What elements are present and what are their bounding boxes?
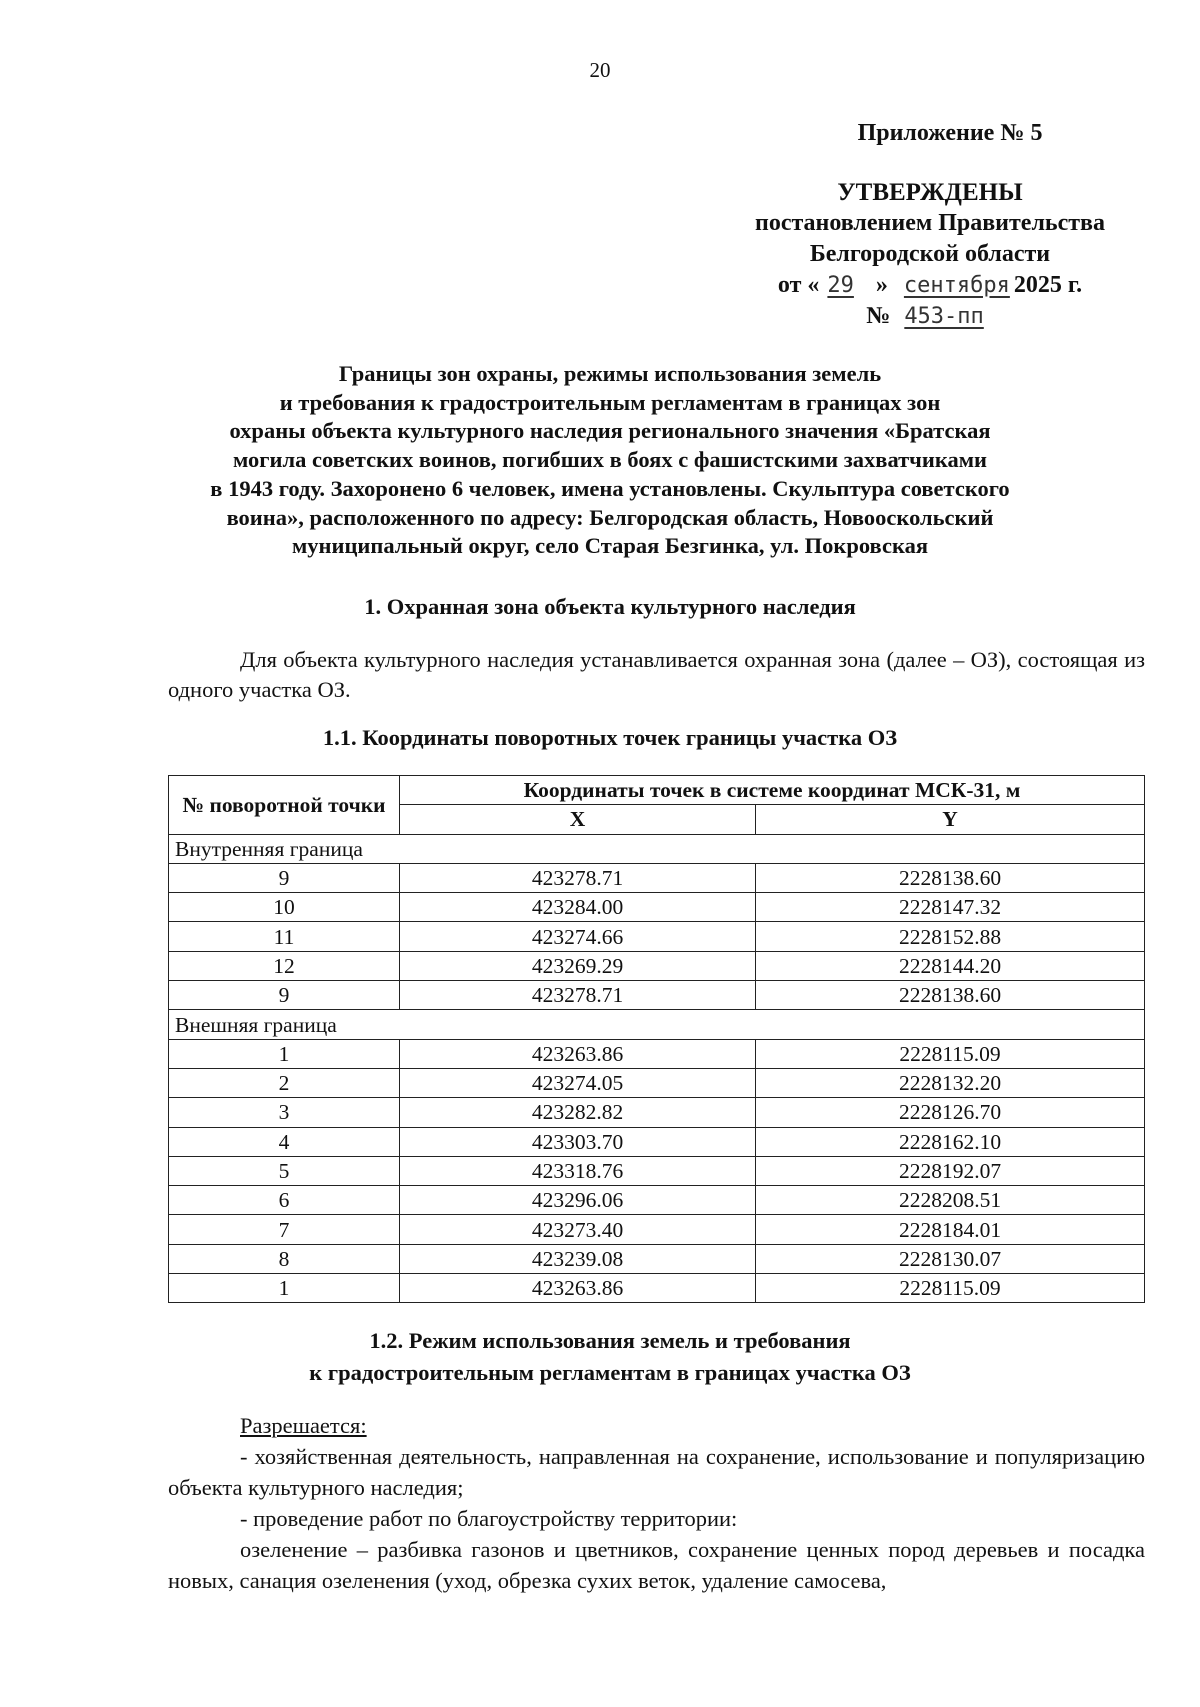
cell-y: 2228115.09 <box>756 1039 1145 1068</box>
cell-y: 2228208.51 <box>756 1186 1145 1215</box>
cell-y: 2228184.01 <box>756 1215 1145 1244</box>
cell-x: 423284.00 <box>400 893 756 922</box>
cell-point: 4 <box>169 1127 400 1156</box>
title-line: могила советских воинов, погибших в боях с фашистскими захватчиками <box>233 447 987 473</box>
cell-y: 2228192.07 <box>756 1156 1145 1185</box>
page-number: 20 <box>589 58 611 82</box>
cell-point: 12 <box>169 951 400 980</box>
cell-x: 423274.05 <box>400 1068 756 1097</box>
cell-point: 9 <box>169 863 400 892</box>
appendix-label: Приложение № 5 <box>857 120 1043 146</box>
cell-y: 2228130.07 <box>756 1244 1145 1273</box>
header-y: Y <box>756 805 1145 834</box>
cell-point: 8 <box>169 1244 400 1273</box>
date-month: сентября <box>903 273 1010 298</box>
cell-y: 2228126.70 <box>756 1098 1145 1127</box>
cell-y: 2228147.32 <box>756 893 1145 922</box>
allowed-label: Разрешается: <box>240 1413 367 1438</box>
document-title <box>160 360 1060 561</box>
section-1-2-heading-line-1: 1.2. Режим использования земель и требования <box>369 1328 851 1353</box>
approval-line-2: Белгородской области <box>809 241 1051 267</box>
table-row <box>169 1068 1145 1097</box>
approval-number <box>720 301 1140 332</box>
approved-heading: УТВЕРЖДЕНЫ <box>837 179 1023 206</box>
cell-y: 2228162.10 <box>756 1127 1145 1156</box>
title-line: охраны объекта культурного наследия регионального значения «Братская <box>229 418 991 444</box>
header-x: X <box>400 805 756 834</box>
cell-x: 423273.40 <box>400 1215 756 1244</box>
cell-y: 2228132.20 <box>756 1068 1145 1097</box>
cell-x: 423296.06 <box>400 1186 756 1215</box>
title-line: муниципальный округ, село Старая Безгинка, ул. Покровская <box>291 533 929 559</box>
cell-y: 2228138.60 <box>756 863 1145 892</box>
list-item: - хозяйственная деятельность, направленная на сохранение, использование и популяризацию объекта культурного наследия; <box>168 1444 1145 1500</box>
cell-point: 3 <box>169 1098 400 1127</box>
section-1-2-heading <box>160 1325 1060 1389</box>
section-1-text: Для объекта культурного наследия устанавливается охранная зона (далее – ОЗ), состоящая из одного участка ОЗ. <box>168 647 1145 702</box>
table-row <box>169 1156 1145 1185</box>
list-item: озеленение – разбивка газонов и цветников, сохранение ценных пород деревьев и посадка новых, санация озеленения (уход, обрезка сухих веток, удаление самосева, <box>168 1537 1145 1593</box>
table-row <box>169 1098 1145 1127</box>
number-prefix: № <box>866 303 891 329</box>
cell-x: 423318.76 <box>400 1156 756 1185</box>
title-line: воина», расположенного по адресу: Белгородская область, Новооскольский <box>226 504 994 530</box>
section-1-heading: 1. Охранная зона объекта культурного наследия <box>364 594 856 619</box>
table-row <box>169 951 1145 980</box>
table-row <box>169 981 1145 1010</box>
table-row <box>169 1274 1145 1303</box>
list-item: - проведение работ по благоустройству территории: <box>240 1506 738 1531</box>
number-value: 453-пп <box>904 304 984 329</box>
table-row <box>169 1244 1145 1273</box>
table-row <box>169 863 1145 892</box>
table-row <box>169 1215 1145 1244</box>
title-line: и требования к градостроительным регламентам в границах зон <box>279 389 941 415</box>
table-row <box>169 1186 1145 1215</box>
cell-point: 11 <box>169 922 400 951</box>
cell-y: 2228152.88 <box>756 922 1145 951</box>
date-prefix: от « <box>777 272 820 298</box>
cell-point: 9 <box>169 981 400 1010</box>
cell-point: 7 <box>169 1215 400 1244</box>
date-year: 2025 г. <box>1013 272 1083 298</box>
cell-point: 1 <box>169 1039 400 1068</box>
cell-point: 2 <box>169 1068 400 1097</box>
section-1-paragraph <box>168 645 1145 705</box>
cell-x: 423263.86 <box>400 1039 756 1068</box>
section-1-2-heading-line-2: к градостроительным регламентам в границах участка ОЗ <box>309 1360 911 1385</box>
approval-date <box>720 270 1140 301</box>
table-row <box>169 1039 1145 1068</box>
cell-x: 423239.08 <box>400 1244 756 1273</box>
table-row <box>169 1127 1145 1156</box>
cell-x: 423303.70 <box>400 1127 756 1156</box>
group-label: Внешняя граница <box>169 1010 1145 1039</box>
cell-x: 423282.82 <box>400 1098 756 1127</box>
title-line: Границы зон охраны, режимы использования земель <box>338 361 882 386</box>
cell-x: 423263.86 <box>400 1274 756 1303</box>
cell-y: 2228138.60 <box>756 981 1145 1010</box>
cell-x: 423274.66 <box>400 922 756 951</box>
cell-x: 423269.29 <box>400 951 756 980</box>
date-mid: » <box>875 272 888 298</box>
cell-point: 1 <box>169 1274 400 1303</box>
group-label: Внутренняя граница <box>169 834 1145 863</box>
table-row <box>169 922 1145 951</box>
header-coordinates: Координаты точек в системе координат МСК-31, м <box>400 776 1145 805</box>
cell-x: 423278.71 <box>400 863 756 892</box>
group-row-inner <box>169 834 1145 863</box>
cell-y: 2228144.20 <box>756 951 1145 980</box>
cell-point: 10 <box>169 893 400 922</box>
cell-y: 2228115.09 <box>756 1274 1145 1303</box>
cell-x: 423278.71 <box>400 981 756 1010</box>
section-1-1-heading: 1.1. Координаты поворотных точек границы участка ОЗ <box>322 725 898 750</box>
cell-point: 5 <box>169 1156 400 1185</box>
table-row <box>169 893 1145 922</box>
group-row-outer <box>169 1010 1145 1039</box>
cell-point: 6 <box>169 1186 400 1215</box>
approval-block <box>720 118 1140 332</box>
date-day: 29 <box>827 273 854 298</box>
title-line: в 1943 году. Захоронено 6 человек, имена установлены. Скульптура советского <box>210 475 1010 501</box>
coordinates-table <box>168 775 1145 1303</box>
header-point-number: № поворотной точки <box>169 776 400 835</box>
section-1-2-body <box>168 1410 1145 1596</box>
approval-line-1: постановлением Правительства <box>754 210 1105 236</box>
